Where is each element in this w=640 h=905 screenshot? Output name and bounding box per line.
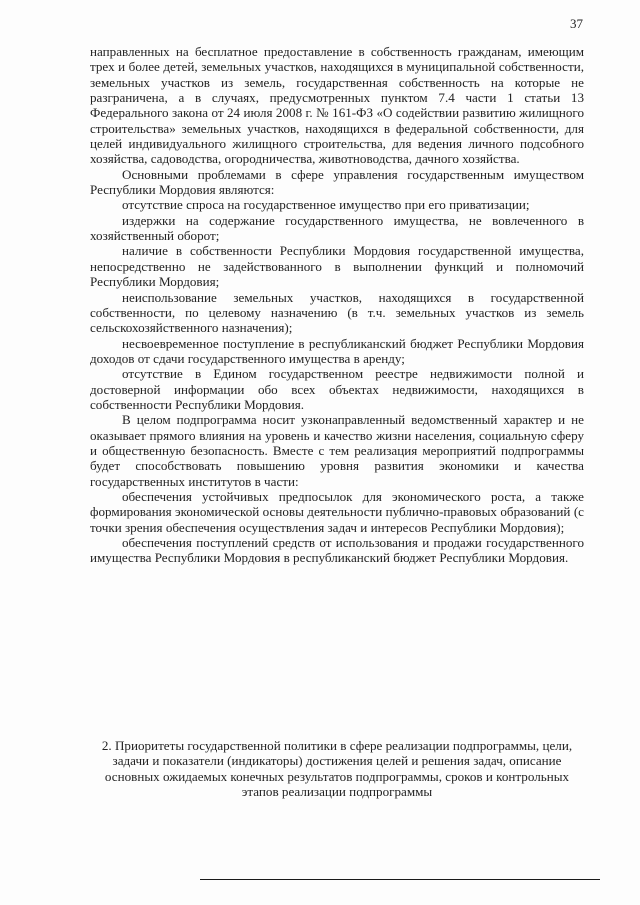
paragraph: Основными проблемами в сфере управления государственным имуществом Республики Мордовия являются: xyxy=(90,166,584,198)
page-number: 37 xyxy=(570,16,583,31)
paragraph: обеспечения поступлений средств от использования и продажи государственного имущества Республики Мордовия в республиканский бюджет Республики Мордовия. xyxy=(90,535,584,566)
bottom-divider xyxy=(200,879,600,880)
paragraph: несвоевременное поступление в республиканский бюджет Республики Мордовия доходов от сдачи государственного имущества в аренду; xyxy=(90,335,584,366)
paragraph: неиспользование земельных участков, находящихся в государственной собственности, по целевому назначению (в т.ч. земельных участков из земель сельскохозяйственного назначения); xyxy=(90,289,584,336)
paragraph: отсутствие спроса на государственное имущество при его приватизации; xyxy=(122,197,530,213)
paragraph: издержки на содержание государственного имущества, не вовлеченного в хозяйственный оборот; xyxy=(90,212,584,244)
body-text xyxy=(90,44,584,566)
section-heading: 2. Приоритеты государственной политики в сфере реализации подпрограммы, цели, задачи и показатели (индикаторы) достижения целей и решения задач, описание основных ожидаемых конечных результатов подпрограммы, сроков и контрольных этапов реализации подпрограммы xyxy=(101,738,573,800)
paragraph: наличие в собственности Республики Мордовия государственной имущества, непосредственно не задействованного в выполнении функций и полномочий Республики Мордовия; xyxy=(90,243,584,290)
paragraph: отсутствие в Едином государственном реестре недвижимости полной и достоверной информации обо всех объектах недвижимости, находящихся в собственности Республики Мордовия. xyxy=(90,366,584,412)
paragraph: В целом подпрограмма носит узконаправленный ведомственный характер и не оказывает прямого влияния на уровень и качество жизни населения, социальную сферу и общественную безопасность. Вместе с тем реализация мероприятий подпрограммы будет способствовать повышению уровня развития экономики и качества государственных институтов в части: xyxy=(90,412,584,489)
paragraph: направленных на бесплатное предоставление в собственность гражданам, имеющим трех и более детей, земельных участков, находящихся в муниципальной собственности, земельных участков из земель, государственная собственность на которые не разграничена, а в случаях, предусмотренных пунктом 7.4 части 1 статьи 13 Федерального закона от 24 июля 2008 г. № 161-ФЗ «О содействии развитию жилищного строительства» земельных участков, находящихся в федеральной собственности, для целей индивидуального жилищного строительства, для ведения личного подсобного хозяйства, садоводства, огородничества, животноводства, дачного хозяйства. xyxy=(90,44,584,167)
paragraph: обеспечения устойчивых предпосылок для экономического роста, а также формирования экономической основы деятельности публично-правовых образований (с точки зрения обеспечения осуществления задач и интересов Республики Мордовия); xyxy=(90,488,584,535)
